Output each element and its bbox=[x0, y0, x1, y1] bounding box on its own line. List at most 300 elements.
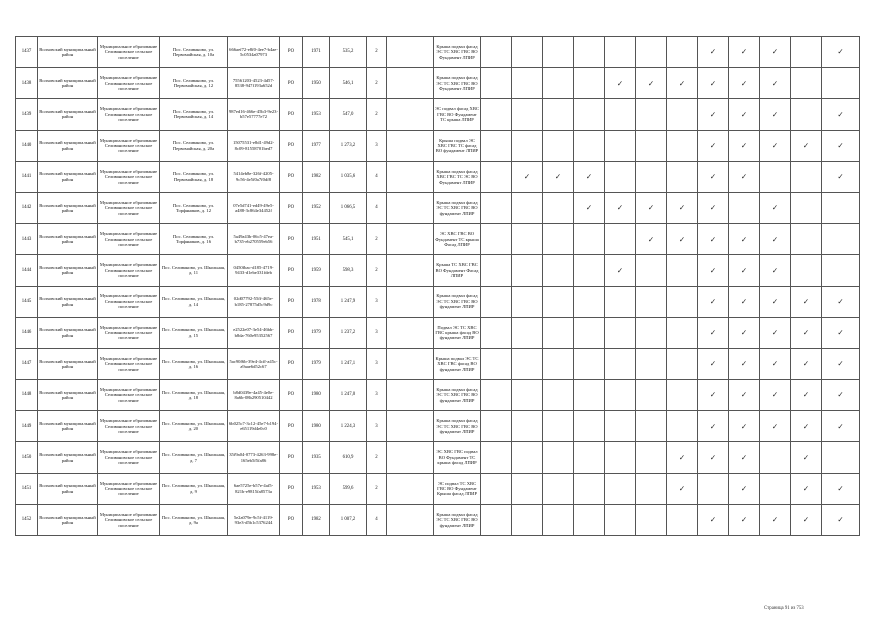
empty-cell bbox=[791, 192, 822, 223]
works-list-cell: Крыша подвал фасад ЭС ТС ХВС ГВС ВО Фундамент ЛПИР bbox=[434, 37, 481, 68]
empty-cell bbox=[387, 68, 434, 99]
year-cell: 1971 bbox=[303, 37, 330, 68]
checkmark-icon: ✓ bbox=[760, 380, 791, 411]
empty-cell bbox=[543, 130, 574, 161]
year-cell: 1980 bbox=[303, 411, 330, 442]
row-number: 1445 bbox=[16, 286, 38, 317]
works-list-cell: ЭС подвал ТС ХВС ГВС ВО Фундамент Крыша фасад ЛПИР bbox=[434, 473, 481, 504]
checkmark-icon: ✓ bbox=[760, 504, 791, 535]
row-number: 1439 bbox=[16, 99, 38, 130]
municipality-cell: Муниципальное образование Селивановское сельское поселение bbox=[98, 411, 160, 442]
checkmark-icon: ✓ bbox=[729, 442, 760, 473]
municipality-cell: Муниципальное образование Селивановское сельское поселение bbox=[98, 37, 160, 68]
year-cell: 1959 bbox=[303, 255, 330, 286]
empty-cell bbox=[512, 411, 543, 442]
empty-cell bbox=[387, 192, 434, 223]
empty-cell bbox=[387, 473, 434, 504]
empty-cell bbox=[481, 380, 512, 411]
area-cell: 1 237,2 bbox=[330, 317, 367, 348]
area-cell: 1 247,0 bbox=[330, 380, 367, 411]
empty-cell bbox=[574, 224, 605, 255]
address-cell: Пос. Селиваново, ул. Школьная, д. 7 bbox=[160, 442, 228, 473]
empty-cell bbox=[574, 68, 605, 99]
checkmark-icon: ✓ bbox=[605, 68, 636, 99]
table-row bbox=[16, 348, 860, 379]
table-row bbox=[16, 442, 860, 473]
empty-cell bbox=[574, 317, 605, 348]
empty-cell bbox=[574, 130, 605, 161]
row-number: 1440 bbox=[16, 130, 38, 161]
checkmark-icon: ✓ bbox=[760, 130, 791, 161]
empty-cell bbox=[387, 37, 434, 68]
area-cell: 610,9 bbox=[330, 442, 367, 473]
empty-cell bbox=[543, 380, 574, 411]
empty-cell bbox=[605, 317, 636, 348]
empty-cell bbox=[605, 348, 636, 379]
checkmark-icon: ✓ bbox=[636, 192, 667, 223]
building-type-cell: РО bbox=[280, 348, 303, 379]
table-row bbox=[16, 255, 860, 286]
empty-cell bbox=[512, 130, 543, 161]
row-number: 1448 bbox=[16, 380, 38, 411]
district-cell: Волховский муниципальный район bbox=[38, 442, 98, 473]
house-uid-cell: 02d07792-55ff-465e-b185-27875d5c9d9c bbox=[228, 286, 280, 317]
table-row bbox=[16, 130, 860, 161]
empty-cell bbox=[822, 255, 860, 286]
district-cell: Волховский муниципальный район bbox=[38, 380, 98, 411]
empty-cell bbox=[605, 99, 636, 130]
checkmark-icon: ✓ bbox=[543, 161, 574, 192]
table-row bbox=[16, 504, 860, 535]
row-number: 1443 bbox=[16, 224, 38, 255]
empty-cell bbox=[481, 37, 512, 68]
checkmark-icon: ✓ bbox=[574, 161, 605, 192]
row-number: 1442 bbox=[16, 192, 38, 223]
works-list-cell: Крыша подвал ЭС ХВС ГВС ТС фасад ВО фундамент ЛПИР bbox=[434, 130, 481, 161]
empty-cell bbox=[667, 161, 698, 192]
empty-cell bbox=[387, 286, 434, 317]
building-type-cell: РО bbox=[280, 224, 303, 255]
empty-cell bbox=[636, 286, 667, 317]
empty-cell bbox=[512, 37, 543, 68]
district-cell: Волховский муниципальный район bbox=[38, 68, 98, 99]
empty-cell bbox=[760, 161, 791, 192]
checkmark-icon: ✓ bbox=[636, 68, 667, 99]
area-cell: 599,6 bbox=[330, 473, 367, 504]
checkmark-icon: ✓ bbox=[760, 37, 791, 68]
municipality-cell: Муниципальное образование Селивановское сельское поселение bbox=[98, 286, 160, 317]
empty-cell bbox=[667, 37, 698, 68]
floors-cell: 3 bbox=[367, 348, 387, 379]
table-row bbox=[16, 380, 860, 411]
empty-cell bbox=[791, 161, 822, 192]
area-cell: 1 035,6 bbox=[330, 161, 367, 192]
house-uid-cell: 987ed16-466e-45b3-9e23-b57e57777e72 bbox=[228, 99, 280, 130]
floors-cell: 3 bbox=[367, 130, 387, 161]
table-row bbox=[16, 37, 860, 68]
year-cell: 1953 bbox=[303, 99, 330, 130]
works-list-cell: Крыша ТС ХВС ГВС ВО Фундамент Фасад ЛПИР bbox=[434, 255, 481, 286]
row-number: 1437 bbox=[16, 37, 38, 68]
area-cell: 545,1 bbox=[330, 224, 367, 255]
checkmark-icon: ✓ bbox=[698, 99, 729, 130]
empty-cell bbox=[574, 380, 605, 411]
works-list-cell: Крыша подвал фасад ЭС ТС ХВС ГВС ВО фундамент ЛПИР bbox=[434, 192, 481, 223]
checkmark-icon: ✓ bbox=[636, 224, 667, 255]
empty-cell bbox=[760, 473, 791, 504]
empty-cell bbox=[667, 99, 698, 130]
building-type-cell: РО bbox=[280, 473, 303, 504]
checkmark-icon: ✓ bbox=[729, 473, 760, 504]
municipality-cell: Муниципальное образование Селивановское сельское поселение bbox=[98, 68, 160, 99]
checkmark-icon: ✓ bbox=[605, 255, 636, 286]
district-cell: Волховский муниципальный район bbox=[38, 286, 98, 317]
floors-cell: 3 bbox=[367, 286, 387, 317]
district-cell: Волховский муниципальный район bbox=[38, 411, 98, 442]
empty-cell bbox=[760, 442, 791, 473]
page-number: Страница 91 из 753 bbox=[764, 606, 804, 611]
address-cell: Пос. Селиваново, ул. Школьная, д. 14 bbox=[160, 286, 228, 317]
checkmark-icon: ✓ bbox=[729, 130, 760, 161]
empty-cell bbox=[387, 411, 434, 442]
row-number: 1447 bbox=[16, 348, 38, 379]
checkmark-icon: ✓ bbox=[791, 317, 822, 348]
checkmark-icon: ✓ bbox=[729, 161, 760, 192]
checkmark-icon: ✓ bbox=[574, 192, 605, 223]
empty-cell bbox=[605, 473, 636, 504]
address-cell: Пос. Селиваново, ул. Торфяников, д. 12 bbox=[160, 192, 228, 223]
empty-cell bbox=[543, 255, 574, 286]
empty-cell bbox=[605, 504, 636, 535]
table-row bbox=[16, 161, 860, 192]
checkmark-icon: ✓ bbox=[667, 68, 698, 99]
building-type-cell: РО bbox=[280, 317, 303, 348]
empty-cell bbox=[667, 255, 698, 286]
empty-cell bbox=[543, 504, 574, 535]
checkmark-icon: ✓ bbox=[791, 473, 822, 504]
empty-cell bbox=[698, 473, 729, 504]
empty-cell bbox=[667, 286, 698, 317]
row-number: 1449 bbox=[16, 411, 38, 442]
checkmark-icon: ✓ bbox=[512, 161, 543, 192]
empty-cell bbox=[574, 348, 605, 379]
empty-cell bbox=[481, 130, 512, 161]
building-type-cell: РО bbox=[280, 504, 303, 535]
works-list-cell: Крыша подвал фасад ЭС ТС ХВС ГВС ВО фундамент ЛПИР bbox=[434, 411, 481, 442]
checkmark-icon: ✓ bbox=[760, 99, 791, 130]
building-type-cell: РО bbox=[280, 380, 303, 411]
checkmark-icon: ✓ bbox=[822, 348, 860, 379]
year-cell: 1979 bbox=[303, 348, 330, 379]
house-uid-cell: b8d0439e-4a45-4e0e-8a6b-08b290510442 bbox=[228, 380, 280, 411]
row-number: 1446 bbox=[16, 317, 38, 348]
year-cell: 1982 bbox=[303, 504, 330, 535]
empty-cell bbox=[512, 380, 543, 411]
empty-cell bbox=[481, 192, 512, 223]
empty-cell bbox=[387, 224, 434, 255]
empty-cell bbox=[605, 286, 636, 317]
building-type-cell: РО bbox=[280, 411, 303, 442]
empty-cell bbox=[605, 380, 636, 411]
empty-cell bbox=[729, 192, 760, 223]
house-uid-cell: e2522e07-3e54-46bb-b8da-760e95352567 bbox=[228, 317, 280, 348]
works-list-cell: ЭС ХВС ГВС ВО Фундамент ТС крыша Фасад ЛПИР bbox=[434, 224, 481, 255]
checkmark-icon: ✓ bbox=[729, 255, 760, 286]
empty-cell bbox=[512, 317, 543, 348]
empty-cell bbox=[605, 37, 636, 68]
address-cell: Пос. Селиваново, ул. Школьная, д. 9а bbox=[160, 504, 228, 535]
building-type-cell: РО bbox=[280, 442, 303, 473]
empty-cell bbox=[574, 504, 605, 535]
checkmark-icon: ✓ bbox=[760, 317, 791, 348]
area-cell: 535,2 bbox=[330, 37, 367, 68]
empty-cell bbox=[512, 473, 543, 504]
year-cell: 1950 bbox=[303, 68, 330, 99]
checkmark-icon: ✓ bbox=[667, 473, 698, 504]
works-list-cell: Крыша подвал фасад ЭС ТС ХВС ГВС ВО фундамент ЛПИР bbox=[434, 380, 481, 411]
house-uid-cell: 75561203-4523-4d57-8538-947f193a652d bbox=[228, 68, 280, 99]
building-type-cell: РО bbox=[280, 286, 303, 317]
empty-cell bbox=[387, 161, 434, 192]
municipality-cell: Муниципальное образование Селивановское сельское поселение bbox=[98, 130, 160, 161]
address-cell: Пос. Селиваново, ул. Торфяников, д. 16 bbox=[160, 224, 228, 255]
address-cell: Пос. Селиваново, ул. Первомайская, д. 20а bbox=[160, 130, 228, 161]
checkmark-icon: ✓ bbox=[760, 348, 791, 379]
empty-cell bbox=[543, 411, 574, 442]
table-row bbox=[16, 99, 860, 130]
empty-cell bbox=[636, 255, 667, 286]
empty-cell bbox=[822, 442, 860, 473]
table-row bbox=[16, 411, 860, 442]
year-cell: 1977 bbox=[303, 130, 330, 161]
district-cell: Волховский муниципальный район bbox=[38, 473, 98, 504]
empty-cell bbox=[667, 130, 698, 161]
empty-cell bbox=[387, 317, 434, 348]
empty-cell bbox=[667, 348, 698, 379]
house-uid-cell: 6b025c7-3c12-45e7-b194-e65119d4e0c0 bbox=[228, 411, 280, 442]
empty-cell bbox=[822, 68, 860, 99]
building-type-cell: РО bbox=[280, 192, 303, 223]
empty-cell bbox=[543, 37, 574, 68]
empty-cell bbox=[543, 317, 574, 348]
address-cell: Пос. Селиваново, ул. Первомайская, д. 10а bbox=[160, 37, 228, 68]
building-type-cell: РО bbox=[280, 161, 303, 192]
empty-cell bbox=[636, 317, 667, 348]
row-number: 1438 bbox=[16, 68, 38, 99]
empty-cell bbox=[387, 130, 434, 161]
works-list-cell: Крыша подвал фасад ЭС ТС ХВС ГВС ВО фундамент ЛПИР bbox=[434, 504, 481, 535]
empty-cell bbox=[574, 286, 605, 317]
empty-cell bbox=[481, 255, 512, 286]
address-cell: Пос. Селиваново, ул. Школьная, д. 20 bbox=[160, 411, 228, 442]
house-uid-cell: 15075531-e8d1-49d2-8c09-81558701bed7 bbox=[228, 130, 280, 161]
empty-cell bbox=[605, 442, 636, 473]
empty-cell bbox=[574, 473, 605, 504]
checkmark-icon: ✓ bbox=[698, 442, 729, 473]
empty-cell bbox=[667, 380, 698, 411]
works-list-cell: Крыша подвал фасад ХВС ГВС ТС ЭС ВО Фундамент ЛПИР bbox=[434, 161, 481, 192]
checkmark-icon: ✓ bbox=[760, 255, 791, 286]
empty-cell bbox=[543, 99, 574, 130]
municipality-cell: Муниципальное образование Селивановское сельское поселение bbox=[98, 192, 160, 223]
checkmark-icon: ✓ bbox=[698, 224, 729, 255]
empty-cell bbox=[481, 411, 512, 442]
checkmark-icon: ✓ bbox=[760, 192, 791, 223]
checkmark-icon: ✓ bbox=[698, 411, 729, 442]
checkmark-icon: ✓ bbox=[667, 192, 698, 223]
district-cell: Волховский муниципальный район bbox=[38, 224, 98, 255]
checkmark-icon: ✓ bbox=[791, 380, 822, 411]
checkmark-icon: ✓ bbox=[822, 380, 860, 411]
checkmark-icon: ✓ bbox=[729, 99, 760, 130]
year-cell: 1982 bbox=[303, 161, 330, 192]
checkmark-icon: ✓ bbox=[729, 37, 760, 68]
district-cell: Волховский муниципальный район bbox=[38, 99, 98, 130]
checkmark-icon: ✓ bbox=[791, 442, 822, 473]
checkmark-icon: ✓ bbox=[729, 411, 760, 442]
empty-cell bbox=[605, 161, 636, 192]
year-cell: 1951 bbox=[303, 224, 330, 255]
works-list-cell: Крыша подвал фасад ЭС ТС ХВС ГВС ВО фундамент ЛПИР bbox=[434, 286, 481, 317]
checkmark-icon: ✓ bbox=[822, 130, 860, 161]
checkmark-icon: ✓ bbox=[791, 348, 822, 379]
empty-cell bbox=[822, 192, 860, 223]
area-cell: 598,3 bbox=[330, 255, 367, 286]
floors-cell: 4 bbox=[367, 161, 387, 192]
empty-cell bbox=[387, 504, 434, 535]
row-number: 1444 bbox=[16, 255, 38, 286]
checkmark-icon: ✓ bbox=[729, 317, 760, 348]
year-cell: 1979 bbox=[303, 317, 330, 348]
checkmark-icon: ✓ bbox=[822, 37, 860, 68]
checkmark-icon: ✓ bbox=[760, 224, 791, 255]
empty-cell bbox=[543, 224, 574, 255]
municipality-cell: Муниципальное образование Селивановское сельское поселение bbox=[98, 224, 160, 255]
empty-cell bbox=[636, 504, 667, 535]
floors-cell: 2 bbox=[367, 68, 387, 99]
year-cell: 1935 bbox=[303, 442, 330, 473]
checkmark-icon: ✓ bbox=[791, 130, 822, 161]
empty-cell bbox=[481, 473, 512, 504]
empty-cell bbox=[543, 348, 574, 379]
empty-cell bbox=[791, 37, 822, 68]
house-uid-cell: 0450fbac-d185-4719-9433-d1ebe331fdeb bbox=[228, 255, 280, 286]
checkmark-icon: ✓ bbox=[822, 99, 860, 130]
empty-cell bbox=[636, 411, 667, 442]
checkmark-icon: ✓ bbox=[698, 68, 729, 99]
area-cell: 1 273,2 bbox=[330, 130, 367, 161]
checkmark-icon: ✓ bbox=[698, 37, 729, 68]
house-uid-cell: 5e2a079e-9c5f-4119-93e3-d5b1c5376244 bbox=[228, 504, 280, 535]
area-cell: 1 247,9 bbox=[330, 286, 367, 317]
works-list-cell: Подвал ЭС ТС ХВС ГВС крыша фасад ВО фундамент ЛПИР bbox=[434, 317, 481, 348]
empty-cell bbox=[387, 442, 434, 473]
empty-cell bbox=[791, 99, 822, 130]
district-cell: Волховский муниципальный район bbox=[38, 37, 98, 68]
checkmark-icon: ✓ bbox=[698, 161, 729, 192]
checkmark-icon: ✓ bbox=[729, 224, 760, 255]
empty-cell bbox=[512, 286, 543, 317]
empty-cell bbox=[387, 255, 434, 286]
floors-cell: 3 bbox=[367, 380, 387, 411]
building-type-cell: РО bbox=[280, 68, 303, 99]
area-cell: 547,0 bbox=[330, 99, 367, 130]
works-list-cell: Крыша подвал ЭС ТС ХВС ГВС фасад ВО фундамент ЛПИР bbox=[434, 348, 481, 379]
empty-cell bbox=[667, 317, 698, 348]
empty-cell bbox=[481, 317, 512, 348]
building-type-cell: РО bbox=[280, 255, 303, 286]
checkmark-icon: ✓ bbox=[698, 317, 729, 348]
address-cell: Пос. Селиваново, ул. Первомайская, д. 12 bbox=[160, 68, 228, 99]
building-type-cell: РО bbox=[280, 99, 303, 130]
district-cell: Волховский муниципальный район bbox=[38, 192, 98, 223]
empty-cell bbox=[543, 68, 574, 99]
checkmark-icon: ✓ bbox=[729, 348, 760, 379]
floors-cell: 3 bbox=[367, 411, 387, 442]
empty-cell bbox=[605, 130, 636, 161]
municipality-cell: Муниципальное образование Селивановское сельское поселение bbox=[98, 99, 160, 130]
empty-cell bbox=[636, 161, 667, 192]
floors-cell: 2 bbox=[367, 224, 387, 255]
empty-cell bbox=[822, 224, 860, 255]
address-cell: Пос. Селиваново, ул. Школьная, д. 9 bbox=[160, 473, 228, 504]
empty-cell bbox=[636, 130, 667, 161]
empty-cell bbox=[636, 99, 667, 130]
empty-cell bbox=[543, 286, 574, 317]
municipality-cell: Муниципальное образование Селивановское сельское поселение bbox=[98, 442, 160, 473]
checkmark-icon: ✓ bbox=[822, 504, 860, 535]
works-list-cell: Крыша подвал фасад ЭС ТС ХВС ГВС ВО Фундамент ЛПИР bbox=[434, 68, 481, 99]
checkmark-icon: ✓ bbox=[822, 286, 860, 317]
checkmark-icon: ✓ bbox=[729, 380, 760, 411]
empty-cell bbox=[481, 224, 512, 255]
floors-cell: 2 bbox=[367, 37, 387, 68]
floors-cell: 2 bbox=[367, 473, 387, 504]
address-cell: Пос. Селиваново, ул. Школьная, д. 18 bbox=[160, 380, 228, 411]
table-row bbox=[16, 317, 860, 348]
empty-cell bbox=[574, 442, 605, 473]
floors-cell: 4 bbox=[367, 192, 387, 223]
district-cell: Волховский муниципальный район bbox=[38, 317, 98, 348]
table-row bbox=[16, 286, 860, 317]
address-cell: Пос. Селиваново, ул. Первомайская, д. 14 bbox=[160, 99, 228, 130]
address-cell: Пос. Селиваново, ул. Школьная, д. 11 bbox=[160, 255, 228, 286]
checkmark-icon: ✓ bbox=[729, 504, 760, 535]
empty-cell bbox=[791, 224, 822, 255]
table-row bbox=[16, 192, 860, 223]
municipality-cell: Муниципальное образование Селивановское сельское поселение bbox=[98, 504, 160, 535]
municipality-cell: Муниципальное образование Селивановское сельское поселение bbox=[98, 473, 160, 504]
district-cell: Волховский муниципальный район bbox=[38, 348, 98, 379]
row-number: 1452 bbox=[16, 504, 38, 535]
empty-cell bbox=[667, 504, 698, 535]
empty-cell bbox=[636, 380, 667, 411]
empty-cell bbox=[636, 442, 667, 473]
year-cell: 1978 bbox=[303, 286, 330, 317]
year-cell: 1980 bbox=[303, 380, 330, 411]
empty-cell bbox=[636, 37, 667, 68]
checkmark-icon: ✓ bbox=[605, 192, 636, 223]
house-uid-cell: 5414eb8e-326f-4205-9c56-4e5f0a7f0df8 bbox=[228, 161, 280, 192]
empty-cell bbox=[481, 504, 512, 535]
empty-cell bbox=[481, 68, 512, 99]
checkmark-icon: ✓ bbox=[698, 130, 729, 161]
checkmark-icon: ✓ bbox=[667, 442, 698, 473]
empty-cell bbox=[512, 192, 543, 223]
empty-cell bbox=[574, 37, 605, 68]
district-cell: Волховский муниципальный район bbox=[38, 504, 98, 535]
row-number: 1451 bbox=[16, 473, 38, 504]
